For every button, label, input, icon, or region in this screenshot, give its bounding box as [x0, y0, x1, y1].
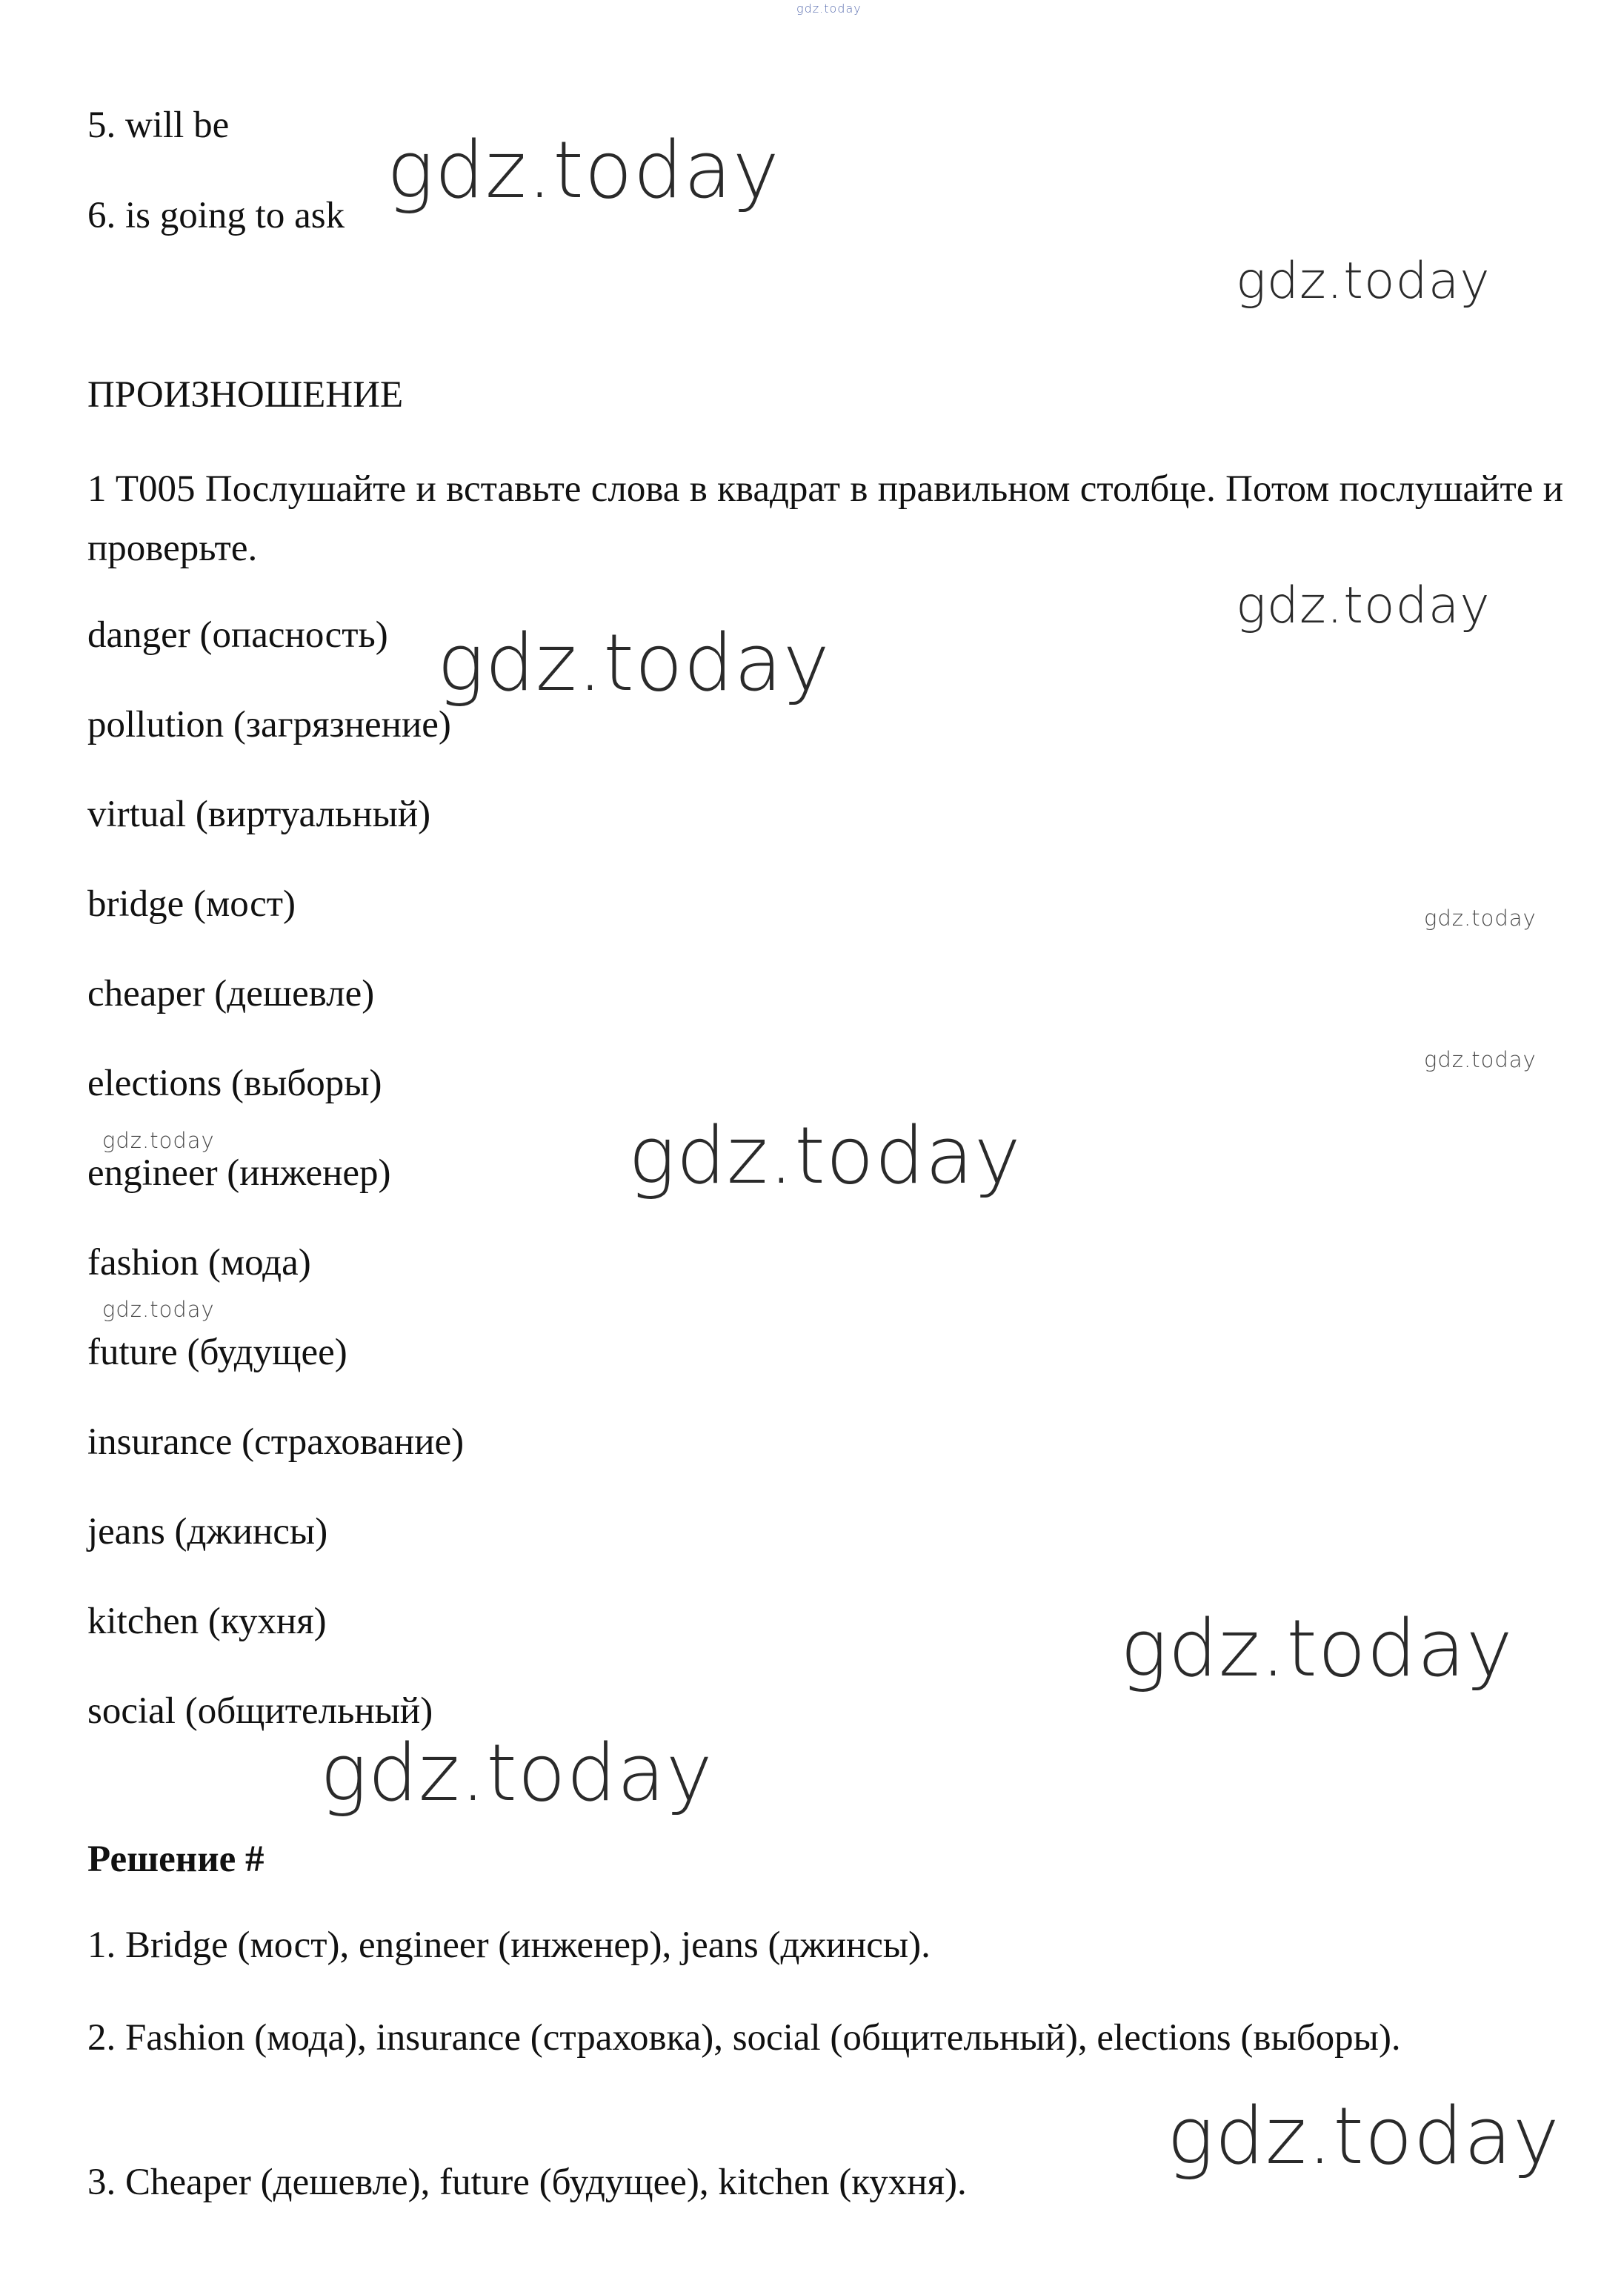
watermark: gdz.today [387, 124, 780, 216]
watermark: gdz.today [1424, 906, 1537, 931]
word-item-kitchen: kitchen (кухня) [87, 1601, 327, 1642]
word-item-social: social (общительный) [87, 1690, 433, 1732]
watermark: gdz.today [437, 617, 831, 708]
word-item-virtual: virtual (виртуальный) [87, 794, 431, 835]
watermark: gdz.today [1120, 1603, 1514, 1694]
solution-item-3: 3. Cheaper (дешевле), future (будущее), kitchen (кухня). [87, 2162, 967, 2203]
watermark: gdz.today [102, 1297, 215, 1322]
watermark: gdz.today [1167, 2090, 1560, 2182]
word-item-cheaper: cheaper (дешевле) [87, 973, 375, 1014]
solution-title: Решение # [87, 1839, 264, 1880]
word-item-elections: elections (выборы) [87, 1063, 382, 1104]
section-title: ПРОИЗНОШЕНИЕ [87, 374, 404, 416]
word-item-danger: danger (опасность) [87, 614, 388, 656]
word-item-pollution: pollution (загрязнение) [87, 704, 451, 745]
solution-item-2: 2. Fashion (мода), insurance (страховка), social (общительный), elections (выборы). [87, 2017, 1401, 2059]
word-item-engineer: engineer (инженер) [87, 1152, 391, 1194]
answer-6: 6. is going to ask [87, 195, 345, 236]
header-watermark: gdz.today [796, 1, 862, 16]
watermark: gdz.today [102, 1128, 215, 1153]
watermark: gdz.today [628, 1110, 1022, 1201]
watermark: gdz.today [1236, 577, 1491, 635]
word-item-future: future (будущее) [87, 1332, 347, 1373]
word-item-fashion: fashion (мода) [87, 1242, 311, 1283]
word-item-insurance: insurance (страхование) [87, 1421, 465, 1463]
solution-item-1: 1. Bridge (мост), engineer (инженер), jeans (джинсы). [87, 1924, 931, 1966]
task-description: 1 T005 Послушайте и вставьте слова в квадрат в правильном столбце. Потом послушайте и проверьте. [87, 468, 1563, 569]
watermark: gdz.today [1236, 252, 1491, 310]
word-item-bridge: bridge (мост) [87, 883, 296, 925]
watermark: gdz.today [320, 1727, 713, 1819]
word-item-jeans: jeans (джинсы) [87, 1511, 328, 1552]
answer-5: 5. will be [87, 104, 230, 146]
watermark: gdz.today [1424, 1047, 1537, 1072]
